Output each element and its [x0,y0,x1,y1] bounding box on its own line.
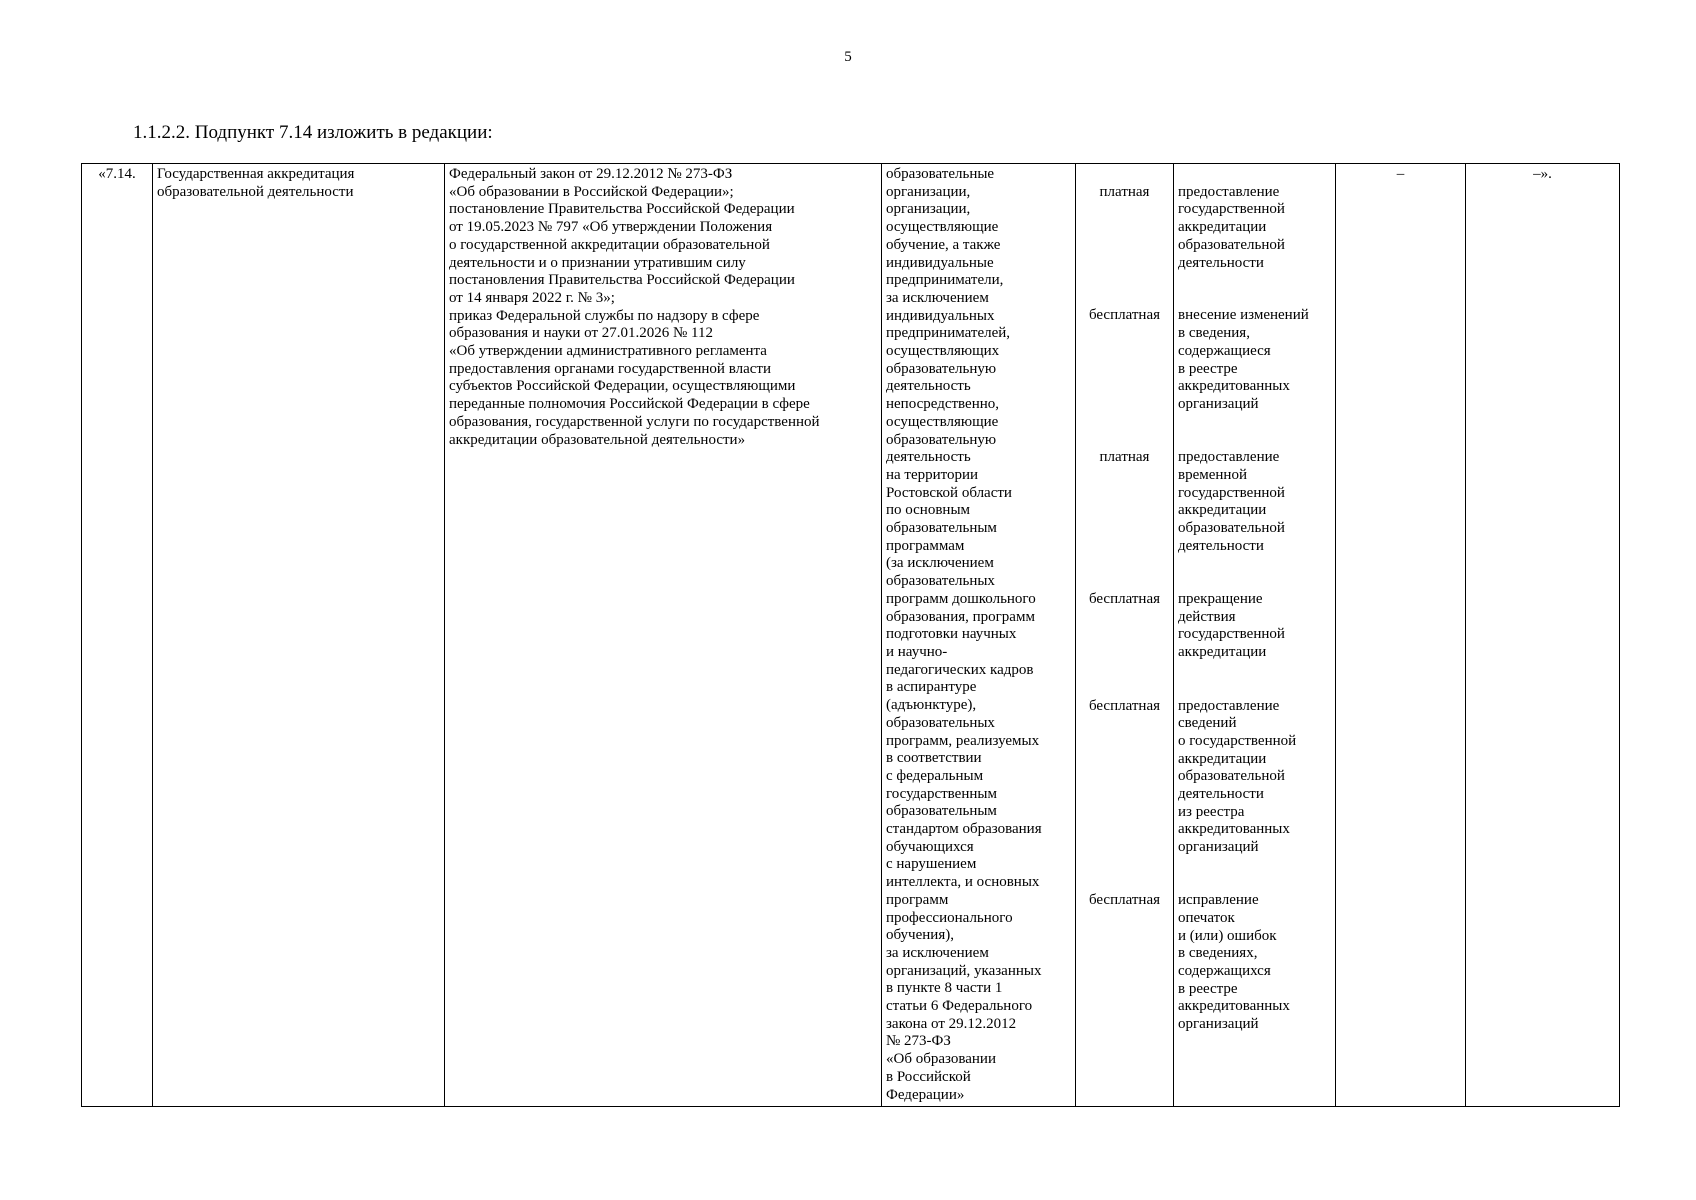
payment-type-2: бесплатная [1088,307,1161,324]
sub-service-1: предоставление государственной аккредитации образовательной деятельности [1178,183,1285,271]
page-number: 5 [844,49,852,65]
closing-dash-cell: –». [1466,164,1620,1107]
services-table [81,163,1620,1107]
payment-type-3: платная [1099,449,1150,466]
sub-service-3: предоставление временной государственной аккредитации образовательной деятельности [1178,449,1285,554]
table-row [82,164,1620,1107]
payment-type-6: бесплатная [1088,892,1161,909]
sub-services-cell [1174,164,1336,1107]
row-number: «7.14. [82,164,153,1107]
payment-type-4: бесплатная [1088,590,1161,607]
recipients-cell: образовательные организации, организации, осуществляющие обучение, а также индивидуальные предприниматели, за исключением индивидуальных предпринимателей, осуществляющих образовательную деятельность непосредственно, осуществляющие образовательную деятельность на территории Ростовской области по основным образовательным программам (за исключением образовательных программ дошкольного образования, программ подготовки научных и научно- педагогических кадров в аспирантуре (адъюнктуре), образовательных программ, реализуемых в соответствии с федеральным государственным образовательным стандартом образования обучающихся с нарушением интеллекта, и основных программ профессионального обучения), за исключением организаций, указанных в пункте 8 части 1 статьи 6 Федерального закона от 29.12.2012 № 273-ФЗ «Об образовании в Российской Федерации» [882,164,1076,1107]
section-heading: 1.1.2.2. Подпункт 7.14 изложить в редакции: [133,122,493,143]
dash-cell: – [1336,164,1466,1107]
sub-service-2: внесение изменений в сведения, содержащиеся в реестре аккредитованных организаций [1178,307,1309,412]
payment-type-1: платная [1099,183,1150,200]
service-name-cell: Государственная аккредитация образовательной деятельности [153,164,445,1107]
payment-type-cell [1076,164,1174,1107]
sub-service-5: предоставление сведений о государственной аккредитации образовательной деятельности из реестра аккредитованных организаций [1178,697,1297,856]
payment-type-5: бесплатная [1088,697,1161,714]
legal-basis-cell: Федеральный закон от 29.12.2012 № 273-ФЗ «Об образовании в Российской Федерации»; постановление Правительства Российской Федерации от 19.05.2023 № 797 «Об утверждении Положения о государственной аккредитации образовательной деятельности и о признании утратившим силу постановления Правительства Российской Федерации от 14 января 2022 г. № 3»; приказ Федеральной службы по надзору в сфере образования и науки от 27.01.2026 № 112 «Об утверждении административного регламента предоставления органами государственной власти субъектов Российской Федерации, осуществляющими переданные полномочия Российской Федерации в сфере образования, государственной услуги по государственной аккредитации образовательной деятельности» [445,164,882,1107]
sub-service-6: исправление опечаток и (или) ошибок в сведениях, содержащихся в реестре аккредитованных организаций [1178,892,1290,1033]
sub-service-4: прекращение действия государственной аккредитации [1178,590,1285,660]
